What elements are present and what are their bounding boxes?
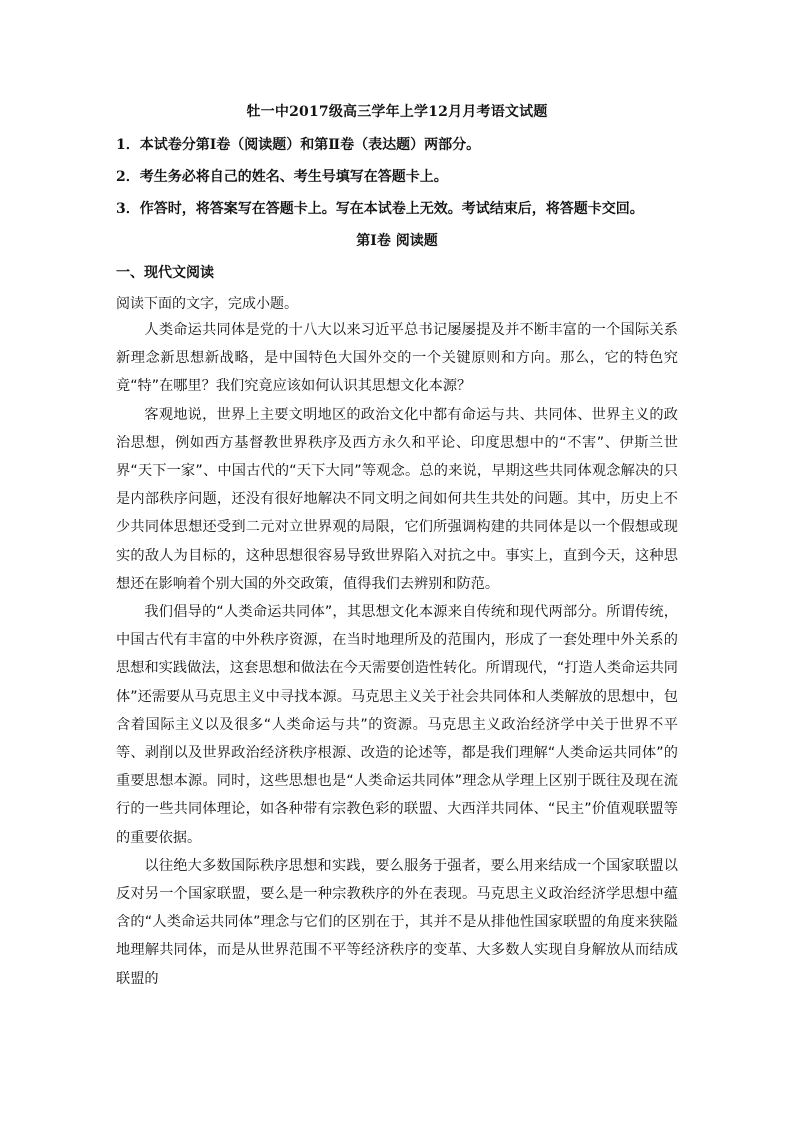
note-2: 2．考生务必将自己的姓名、考生号填写在答题卡上。 bbox=[116, 169, 448, 185]
note-1: 1．本试卷分第Ⅰ卷（阅读题）和第Ⅱ卷（表达题）两部分。 bbox=[116, 137, 481, 153]
note-3: 3．作答时，将答案写在答题卡上。写在本试卷上无效。考试结束后，将答题卡交回。 bbox=[116, 201, 644, 217]
passage-paragraph-3: 我们倡导的“人类命运共同体”，其思想文化本源来自传统和现代两部分。所谓传统，中国古代有丰富的中外秩序资源，在当时地理所及的范围内，形成了一套处理中外关系的思想和实践做法，这套思想和做法在今天需要创造性转化。所谓现代，“打造人类命运共同体”还需要从马克思主义中寻找本源。马克思主义关于社会共同体和人类解放的思想中，包含着国际主义以及很多“人类命运与共”的资源。马克思主义政治经济学中关于世界不平等、剥削以及世界政治经济秩序根源、改造的论述等，都是我们理解“人类命运共同体”的重要思想本源。同时，这些思想也是“人类命运共同体”理念从学理上区别于既往及现在流行的一些共同体理论，如各种带有宗教色彩的联盟、大西洋共同体、“民主”价值观联盟等的重要依据。 bbox=[116, 604, 678, 846]
section-title: 第Ⅰ卷 阅读题 bbox=[356, 233, 438, 249]
reading-instruction: 阅读下面的文字，完成小题。 bbox=[116, 296, 298, 312]
part-heading: 一、现代文阅读 bbox=[116, 265, 214, 281]
exam-title: 牡一中2017级高三学年上学12月月考语文试题 bbox=[246, 104, 548, 120]
passage-paragraph-2: 客观地说，世界上主要文明地区的政治文化中都有命运与共、共同体、世界主义的政治思想，例如西方基督教世界秩序及西方永久和平论、印度思想中的“不害”、伊斯兰世界“天下一家”、中国古代的“天下大同”等观念。总的来说，早期这些共同体观念解决的只是内部秩序问题，还没有很好地解决不同文明之间如何共生共处的问题。其中，历史上不少共同体思想还受到二元对立世界观的局限，它们所强调构建的共同体是以一个假想或现实的敌人为目标的，这种思想很容易导致世界陷入对抗之中。事实上，直到今天，这种思想还在影响着个别大国的外交政策，值得我们去辨别和防范。 bbox=[116, 406, 678, 592]
passage-paragraph-1: 人类命运共同体是党的十八大以来习近平总书记屡屡提及并不断丰富的一个国际关系新理念新思想新战略，是中国特色大国外交的一个关键原则和方向。那么，它的特色究竟“特”在哪里？我们究竟应该如何认识其思想文化本源？ bbox=[116, 322, 678, 395]
reading-passage bbox=[116, 316, 678, 993]
passage-paragraph-4: 以往绝大多数国际秩序思想和实践，要么服务于强者，要么用来结成一个国家联盟以反对另一个国家联盟，要么是一种宗教秩序的外在表现。马克思主义政治经济学思想中蕴含的“人类命运共同体”理念与它们的区别在于，其并不是从排他性国家联盟的角度来狭隘地理解共同体，而是从世界范围不平等经济秩序的变革、大多数人实现自身解放从而结成联盟的 bbox=[116, 857, 678, 987]
